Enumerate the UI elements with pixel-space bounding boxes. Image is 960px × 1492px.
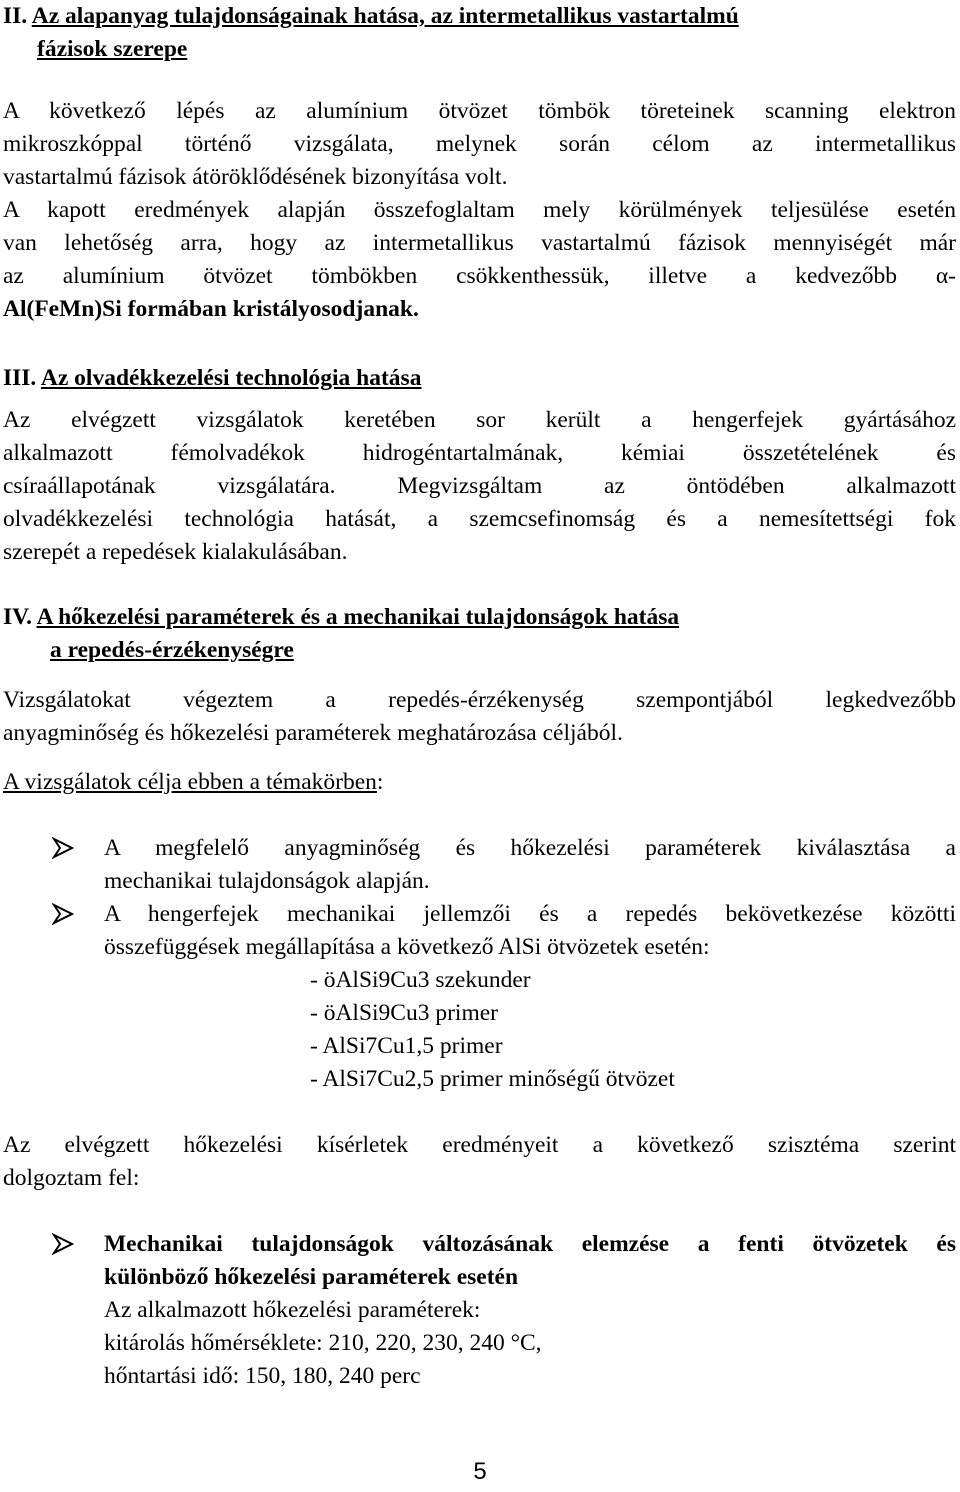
text-line-bold: különböző hőkezelési paraméterek esetén — [104, 1264, 519, 1290]
section-2-title-line2: fázisok szerepe — [37, 36, 188, 62]
text-line: Az elvégzett vizsgálatok keretében sor került a hengerfejek gyártásához — [3, 407, 956, 433]
text-line: olvadékkezelési technológia hatását, a szemcsefinomság és a nemesítettségi fok — [3, 506, 956, 532]
arrowhead-bullet-icon — [52, 903, 74, 925]
text-line: dolgoztam fel: — [3, 1165, 140, 1191]
text-line-bold: Mechanikai tulajdonságok változásának elemzése a fenti ötvözetek és — [104, 1231, 956, 1257]
text-line: mikroszkóppal történő vizsgálata, melynek során célom az intermetallikus — [3, 131, 956, 157]
text-line: kitárolás hőmérséklete: 210, 220, 230, 240 °C, — [104, 1330, 542, 1356]
text-line: hőntartási idő: 150, 180, 240 perc — [104, 1363, 421, 1389]
text-line: mechanikai tulajdonságok alapján. — [104, 868, 430, 894]
alloy-list-item: - öAlSi9Cu3 primer — [310, 1000, 498, 1026]
section-4-number: IV. — [3, 604, 32, 630]
section-4-paragraph-2 — [3, 1129, 956, 1195]
text-line: az alumínium ötvözet tömbökben csökkenthessük, illetve a kedvezőbb α- — [3, 263, 956, 289]
section-2-heading — [3, 0, 956, 66]
section-2-number: II. — [3, 3, 28, 29]
text-line: csíraállapotának vizsgálatára. Megvizsgáltam az öntödében alkalmazott — [3, 473, 956, 499]
section-4-title-line1: A hőkezelési paraméterek és a mechanikai tulajdonságok hatása — [36, 604, 680, 630]
text-line: A következő lépés az alumínium ötvözet tömbök töreteinek scanning elektron — [3, 98, 956, 124]
text-line: alkalmazott fémolvadékok hidrogéntartalmának, kémiai összetételének és — [3, 440, 956, 466]
bullet-3-text — [104, 1228, 956, 1393]
text-line: A kapott eredmények alapján összefoglaltam mely körülmények teljesülése esetén — [3, 197, 956, 223]
arrowhead-bullet-icon — [52, 837, 74, 859]
text-line: szerepét a repedések kialakulásában. — [3, 539, 348, 565]
section-4-title-line2: a repedés-érzékenységre — [50, 637, 294, 663]
text-line: Az elvégzett hőkezelési kísérletek eredményeit a következő szisztéma szerint — [3, 1132, 956, 1158]
goal-heading — [3, 766, 956, 799]
section-4-heading — [3, 601, 956, 667]
text-line: A hengerfejek mechanikai jellemzői és a repedés bekövetkezése közötti — [104, 901, 956, 927]
section-3-heading — [3, 362, 956, 395]
section-3-paragraph — [3, 404, 956, 569]
text-line: Vizsgálatokat végeztem a repedés-érzékenység szempontjából legkedvezőbb — [3, 687, 956, 713]
text-line: anyagminőség és hőkezelési paraméterek meghatározása céljából. — [3, 720, 623, 746]
section-4-paragraph-1 — [3, 684, 956, 750]
arrowhead-bullet-icon — [52, 1233, 74, 1255]
text-line: összefüggések megállapítása a következő AlSi ötvözetek esetén: — [104, 934, 710, 960]
goal-heading-colon: : — [376, 769, 384, 795]
bullet-2-text — [104, 898, 956, 964]
text-line: van lehetőség arra, hogy az intermetallikus vastartalmú fázisok mennyiségét már — [3, 230, 956, 256]
text-line: Az alkalmazott hőkezelési paraméterek: — [104, 1297, 481, 1323]
alloy-list — [310, 964, 950, 1096]
text-line: A megfelelő anyagminőség és hőkezelési paraméterek kiválasztása a — [104, 835, 956, 861]
text-line: vastartalmú fázisok átöröklődésének bizonyítása volt. — [3, 164, 508, 190]
bullet-1-text — [104, 832, 956, 898]
section-2-title-line1: Az alapanyag tulajdonságainak hatása, az intermetallikus vastartalmú — [31, 3, 739, 29]
section-3-title: Az olvadékkezelési technológia hatása — [40, 365, 422, 391]
alloy-list-item: - AlSi7Cu2,5 primer minőségű ötvözet — [310, 1066, 675, 1092]
text-line-bold: Al(FeMn)Si formában kristályosodjanak. — [3, 296, 419, 322]
section-2-paragraph-1 — [3, 95, 956, 194]
page-number: 5 — [473, 1458, 487, 1485]
goal-heading-text: A vizsgálatok célja ebben a témakörben — [3, 769, 377, 795]
alloy-list-item: - AlSi7Cu1,5 primer — [310, 1033, 503, 1059]
alloy-list-item: - öAlSi9Cu3 szekunder — [310, 967, 531, 993]
section-2-paragraph-2 — [3, 194, 956, 326]
section-3-number: III. — [3, 365, 37, 391]
